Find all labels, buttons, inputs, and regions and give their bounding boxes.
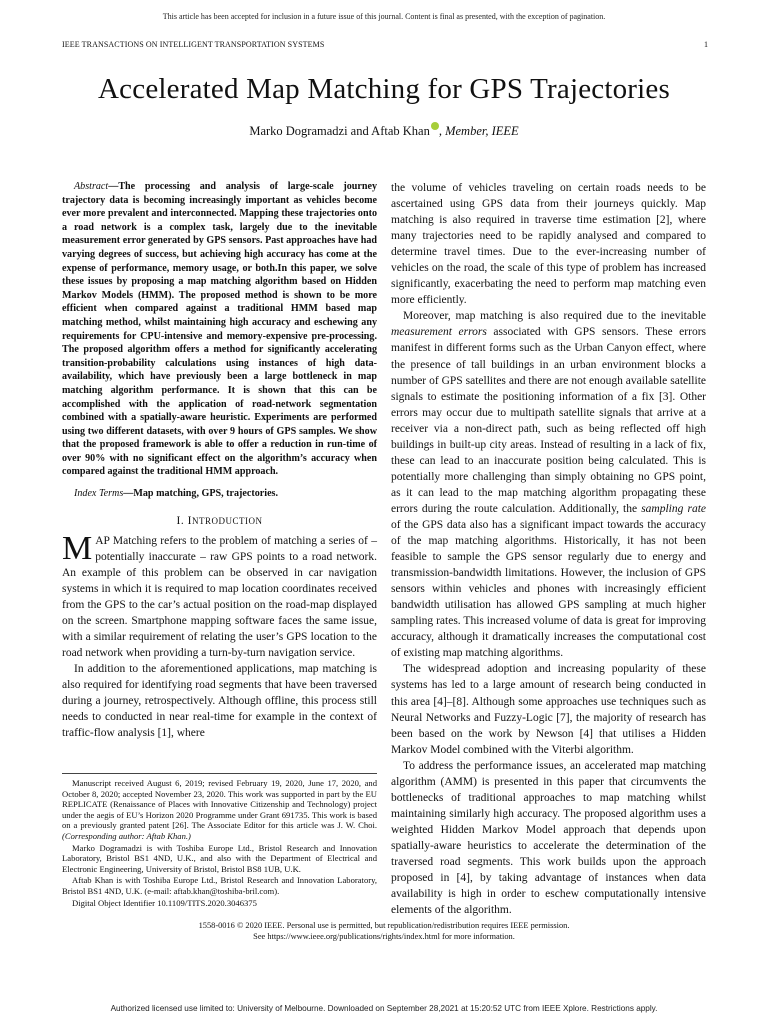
- footnote-author-1: Marko Dogramadzi is with Toshiba Europe Ltd., Bristol Research and Innovation Laboratory, Bristol BS1 4ND, U.K., and also with the Department of Electrical and Electronic Engineering, University of Bristol, Bristol BS8 1UB, U.K.: [62, 842, 377, 874]
- page-number: 1: [704, 40, 708, 49]
- right-column: [391, 180, 706, 918]
- author-names: Marko Dogramadzi and Aftab Khan: [249, 124, 430, 138]
- author-line: [0, 122, 768, 139]
- footnote-author-2: Aftab Khan is with Toshiba Europe Ltd., Bristol Research and Innovation Laboratory, Bristol BS1 4ND, U.K. (e-mail: aftab.khan@toshiba-bril.com).: [62, 875, 377, 896]
- section-heading-introduction: I. INTRODUCTION: [176, 514, 263, 527]
- orcid-icon[interactable]: [431, 122, 439, 130]
- right-paragraph-3: The widespread adoption and increasing popularity of these systems has led to a large amount of research being conducted in this area [4]–[8]. Although some approaches use techniques such as Neural Networks and Fuzzy-Logic [7], the majority of research has been based on the work by Newson [4] that utilises a Hidden Markov Model combined with the Viterbi algorithm.: [391, 663, 706, 756]
- author-membership: , Member, IEEE: [438, 124, 519, 138]
- right-paragraph-4: To address the performance issues, an accelerated map matching algorithm (AMM) is presented in this paper that circumvents the bottlenecks of traditional approaches to map matching whilst maintaining similarly high accuracy. The proposed algorithm uses a weighted Hidden Markov Model approach that depends upon spatially-aware heuristics to accelerate the determination of the traversed road segments. This work builds upon the approach proposed in [4], by taking advantage of instances when data availability is high in order to eschew computationally intensive elements of the algorithm.: [391, 759, 706, 917]
- copyright-line-1: 1558-0016 © 2020 IEEE. Personal use is permitted, but republication/redistribution requires IEEE permission.: [198, 921, 570, 930]
- left-column: [62, 180, 377, 741]
- footnote-doi: Digital Object Identifier 10.1109/TITS.2020.3046375: [72, 897, 257, 908]
- intro-paragraph-1: MAP Matching refers to the problem of matching a series of – potentially inaccurate – raw GPS points to a road network. An example of this problem can be observed in car navigation systems in which it is required to map location coordinates received from the GPS to the car’s actual position on the road-map displayed on the screen. Smartphone mapping software faces the same issue, with a similar requirement of relating the user’s GPS location to the road network when providing a turn-by-turn navigation service.: [62, 529, 377, 659]
- copyright-line-2: See https://www.ieee.org/publications/rights/index.html for more information.: [253, 932, 515, 941]
- intro-paragraph-2: In addition to the aforementioned applications, map matching is also required for identifying road segments that have been traversed during a journey, retrospectively. Although offline, this process still needs to conducted in near real-time for example in the context of traffic-flow analysis [1], where: [62, 663, 377, 740]
- abstract-label: Abstract: [74, 181, 109, 192]
- index-terms-text: —Map matching, GPS, trajectories.: [123, 488, 279, 500]
- index-terms-label: Index Terms: [74, 488, 124, 500]
- drop-cap: M: [62, 529, 93, 567]
- copyright-notice: [0, 920, 768, 942]
- authorized-use-notice: Authorized licensed use limited to: University of Melbourne. Downloaded on September 28,2021 at 15:20:52 UTC from IEEE Xplore. Restrictions apply.: [110, 1004, 658, 1013]
- footnotes: [62, 773, 377, 909]
- right-paragraph-1: the volume of vehicles traveling on certain roads needs to be ascertained using GPS data from their journeys quickly. Map matching is also required in traverse time estimation [2], where many trajectories need to be rapidly analysed and compared to determine travel times. Due to the ever-increasing number of vehicles on the road, the scale of this type of problem has increased significantly, exacerbating the need to perform map matching even more efficiently.: [391, 182, 706, 307]
- abstract-text: —The processing and analysis of large-scale journey trajectory data is becoming increasingly important as vehicles become ever more prevalent and interconnected. Mapping these trajectories onto a road network is a complex task, largely due to the inevitable measurement error generated by GPS sensors. Past approaches have had varying degrees of success, but achieving high accuracy has come at the expense of performance, memory usage, or both.In this paper, we solve these issues by proposing a map matching algorithm based on Hidden Markov Models (HMM). The proposed method is shown to be more efficient when compared against a traditional HMM based map matching method, whilst maintaining high accuracy and eschewing any requirements for CPU-intensive and memory-expensive pre-processing. The proposed algorithm offers a method for significantly accelerating transition-probability calculations using instances of high data-availability, which have previously been a large bottleneck in map matching algorithm performance. It is shown that this can be accomplished with the application of road-network segmentation combined with a spatially-aware heuristic. Experiments are performed using two different datasets, with over 9 hours of GPS samples. We show that the proposed framework is able to offer a reduction in run-time of over 90% with no significant effect on the algorithm’s accuracy when compared against the traditional HMM approach.: [62, 181, 377, 478]
- journal-name: IEEE TRANSACTIONS ON INTELLIGENT TRANSPORTATION SYSTEMS: [62, 40, 325, 49]
- introduction-body: [62, 529, 377, 742]
- footnote-manuscript: Manuscript received August 6, 2019; revised February 19, 2020, June 17, 2020, and October 8, 2020; accepted November 23, 2020. This work was supported in part by the EU REPLICATE (Renaissance of Places with Innovative Citizenship and Technology) project under the aegis of EU’s Horizon 2020 Programme under Grant 691735. This work is based on a previously granted patent [26]. The Associate Editor for this article was J. W. Choi. (Corresponding author: Aftab Khan.): [62, 778, 377, 841]
- paper-title: Accelerated Map Matching for GPS Trajectories: [98, 73, 670, 105]
- abstract: [62, 180, 377, 479]
- acceptance-notice: This article has been accepted for inclusion in a future issue of this journal. Content is final as presented, with the exception of pagination.: [162, 12, 606, 21]
- right-paragraph-2: Moreover, map matching is also required due to the inevitable measurement errors associated with GPS sensors. These errors manifest in different forms such as the Urban Canyon effect, where the presence of tall buildings in an urban environment blocks a number of GPS satellites and there are not enough available satellite signals to estimate the positioning information of a fix [3]. Other errors may occur due to multipath satellite signals that arrive at a receiver via a non-direct path, such as being reflected off high buildings in built-up city areas. Instead of resulting in a lack of fix, these can lead to an inaccurate position being calculated. This is potentially more challenging than simply obtaining no GPS point, as it can lead to the map matching algorithm propagating these errors during the route calculation. Additionally, the sampling rate of the GPS data also has a significant impact towards the accuracy of the map matching algorithms. Historically, it has not been feasible to sample the GPS sensor regularly due to energy and transmission-bandwidth limitations. However, the inclusion of GPS sensors within vehicles and phones with increasingly efficient bandwidth utilisation has allowed GPS sampling at much higher sampling rates. This increased volume of data is great for improving accuracy, although it dramatically increases the computational cost of existing map matching algorithms.: [391, 310, 706, 660]
- index-terms: [62, 487, 377, 501]
